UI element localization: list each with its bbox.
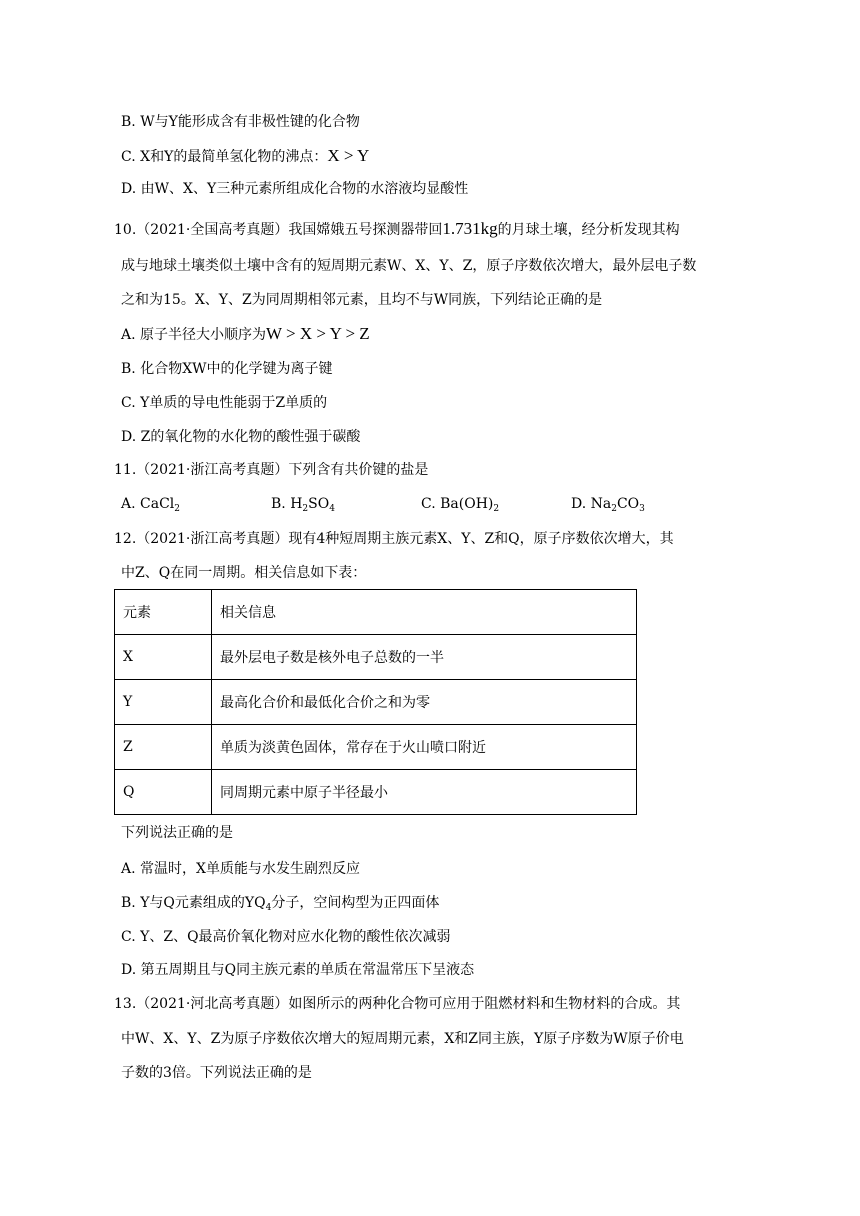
q12-stem-line1: 12.（2021·浙江高考真题）现有4种短周期主族元素X、Y、Z和Q，原子序数依次增大，其 xyxy=(114,531,674,547)
q9-option-b: B. W与Y能形成含有非极性键的化合物 xyxy=(121,114,360,130)
table-cell-element: Z xyxy=(115,725,212,770)
table-cell-info: 最外层电子数是核外电子总数的一半 xyxy=(212,635,637,680)
table-row xyxy=(115,725,637,770)
q13-stem-line2: 中W、X、Y、Z为原子序数依次增大的短周期元素，X和Z同主族，Y原子序数为W原子价电 xyxy=(121,1031,684,1047)
q10-option-b: B. 化合物XW中的化学键为离子键 xyxy=(121,361,333,377)
table-header-element: 元素 xyxy=(115,590,212,635)
q11-option-a: A. CaCl$_2$ xyxy=(121,496,180,514)
q12-option-b: B. Y与Q元素组成的$YQ_4$分子，空间构型为正四面体 xyxy=(121,895,440,913)
table-cell-element: Q xyxy=(115,770,212,815)
table-cell-element: X xyxy=(115,635,212,680)
q10-option-a: A. 原子半径大小顺序为W > X > Y > Z xyxy=(121,324,370,343)
q11-option-d: D. $Na_2CO_3$ xyxy=(571,496,645,514)
table-row xyxy=(115,770,637,815)
q12-option-a: A. 常温时，X单质能与水发生剧烈反应 xyxy=(121,861,360,877)
q11-option-c: C. $Ba(OH)_2$ xyxy=(421,496,500,514)
q10-stem-line3: 之和为15。X、Y、Z为同周期相邻元素，且均不与W同族，下列结论正确的是 xyxy=(121,292,603,308)
q9-option-d: D. 由W、X、Y三种元素所组成化合物的水溶液均显酸性 xyxy=(121,181,469,197)
table-cell-element: Y xyxy=(115,680,212,725)
table-cell-info: 单质为淡黄色固体，常存在于火山喷口附近 xyxy=(212,725,637,770)
q11-stem: 11.（2021·浙江高考真题）下列含有共价键的盐是 xyxy=(114,462,429,478)
q13-stem-line3: 子数的3倍。下列说法正确的是 xyxy=(121,1065,312,1081)
q12-stem-line2: 中Z、Q在同一周期。相关信息如下表： xyxy=(121,565,367,581)
q9-option-c: C. X和Y的最简单氢化物的沸点：X > Y xyxy=(121,146,370,165)
table-row xyxy=(115,680,637,725)
q10-option-d: D. Z的氧化物的水化物的酸性强于碳酸 xyxy=(121,429,361,445)
table-header-info: 相关信息 xyxy=(212,590,637,635)
table-header-row xyxy=(115,590,637,635)
table-cell-info: 同周期元素中原子半径最小 xyxy=(212,770,637,815)
q12-option-c: C. Y、Z、Q最高价氧化物对应水化物的酸性依次减弱 xyxy=(121,929,451,945)
q10-option-a-math: W > X > Y > Z xyxy=(266,324,370,343)
q10-stem-line2: 成与地球土壤类似土壤中含有的短周期元素W、X、Y、Z，原子序数依次增大，最外层电子数 xyxy=(121,258,697,274)
table-cell-info: 最高化合价和最低化合价之和为零 xyxy=(212,680,637,725)
q10-mass-math: 1.731kg xyxy=(442,219,498,238)
q9-option-c-math: X > Y xyxy=(327,146,370,165)
q10-option-c: C. Y单质的导电性能弱于Z单质的 xyxy=(121,395,328,411)
q12-prompt: 下列说法正确的是 xyxy=(121,825,233,841)
q12-option-d: D. 第五周期且与Q同主族元素的单质在常温常压下呈液态 xyxy=(121,962,475,978)
q13-stem-line1: 13.（2021·河北高考真题）如图所示的两种化合物可应用于阻燃材料和生物材料的合成。其 xyxy=(114,996,681,1012)
q11-option-b: B. $H_2SO_4$ xyxy=(271,496,335,514)
q10-stem-line1: 10.（2021·全国高考真题）我国嫦娥五号探测器带回1.731kg的月球土壤，经分析发现其构 xyxy=(114,219,680,238)
element-info-table xyxy=(114,589,637,815)
table-row xyxy=(115,635,637,680)
